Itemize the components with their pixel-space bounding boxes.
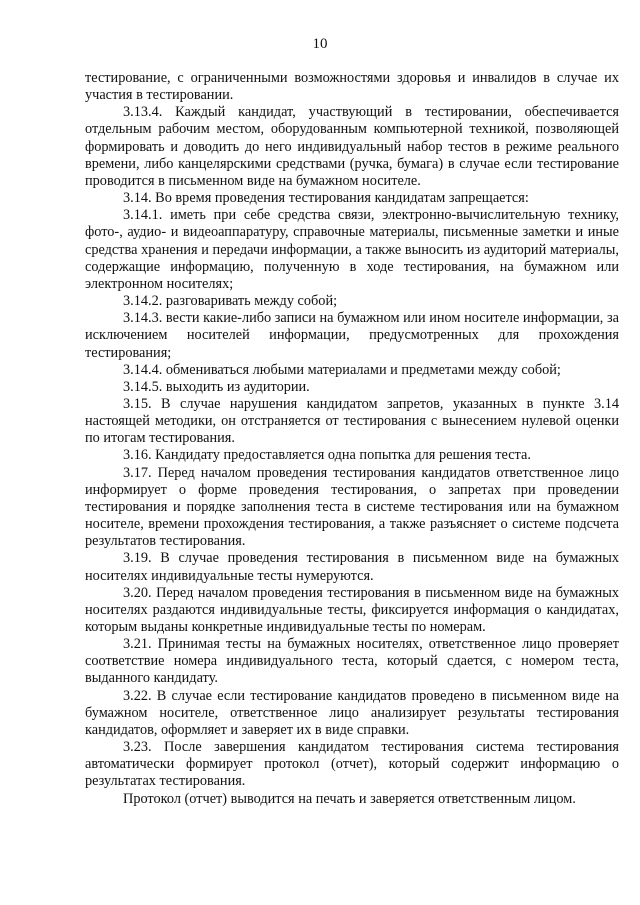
paragraph-protocol: Протокол (отчет) выводится на печать и заверяется ответственным лицом. <box>123 790 576 807</box>
paragraph-3-15: 3.15. В случае нарушения кандидатом запретов, указанных в пункте 3.14 настоящей методики, он отстраняется от тестирования с вынесением нулевой оценки по итогам тестирования. <box>85 395 619 447</box>
paragraph-continuation: тестирование, с ограниченными возможностями здоровья и инвалидов в случае их участия в тестировании. <box>85 70 619 104</box>
paragraph-3-21: 3.21. Принимая тесты на бумажных носителях, ответственное лицо проверяет соответствие номера индивидуального теста, который сдается, с номером теста, выданного кандидату. <box>85 636 619 687</box>
paragraph-3-13-4: 3.13.4. Каждый кандидат, участвующий в тестировании, обеспечивается отдельным рабочим местом, оборудованным компьютерной техникой, позволяющей формировать и доводить до него индивидуальный набор тестов в режиме реального времени, либо канцелярскими средствами (ручка, бумага) в случае если тестирование проводится в письменном виде на бумажном носителе. <box>85 104 619 189</box>
paragraph-3-20: 3.20. Перед началом проведения тестирования в письменном виде на бумажных носителях раздаются индивидуальные тесты, фиксируется информация о кандидатах, которым выданы конкретные индивидуальные тесты по номерам. <box>85 584 619 635</box>
paragraph-3-22: 3.22. В случае если тестирование кандидатов проведено в письменном виде на бумажном носителе, ответственное лицо анализирует результаты тестирования кандидатов, оформляет и заверяет их в виде справки. <box>85 687 619 738</box>
paragraph-3-14-2: 3.14.2. разговаривать между собой; <box>123 293 338 310</box>
paragraph-3-14-3: 3.14.3. вести какие-либо записи на бумажном или ином носителе информации, за исключением носителей информации, предусмотренных для прохождения тестирования; <box>85 310 619 361</box>
paragraph-3-14-1: 3.14.1. иметь при себе средства связи, электронно-вычислительную технику, фото-, аудио- и видеоаппаратуру, справочные материалы, письменные заметки и иные средства хранения и передачи информации, а также выносить из аудиторий материалы, содержащие информацию, полученную в ходе тестирования, на бумажном или электронном носителях; <box>85 207 619 292</box>
page-number: 10 <box>312 36 328 52</box>
paragraph-3-23: 3.23. После завершения кандидатом тестирования система тестирования автоматически формирует протокол (отчет), который содержит информацию о результатах тестирования. <box>85 739 619 790</box>
paragraph-3-14-5: 3.14.5. выходить из аудитории. <box>123 378 310 395</box>
paragraph-3-19: 3.19. В случае проведения тестирования в письменном виде на бумажных носителях индивидуальные тесты нумеруются. <box>85 550 619 584</box>
paragraph-3-17: 3.17. Перед началом проведения тестирования кандидатов ответственное лицо информирует о форме проведения тестирования, о запретах при проведении тестирования и порядке заполнения теста в системе тестирования или на бумажном носителе, времени прохождения тестирования, а также разъясняет о системе подсчета результатов тестирования. <box>85 464 619 550</box>
paragraph-3-16: 3.16. Кандидату предоставляется одна попытка для решения теста. <box>123 447 531 464</box>
paragraph-3-14-4: 3.14.4. обмениваться любыми материалами и предметами между собой; <box>123 361 561 378</box>
document-body <box>85 70 619 808</box>
paragraph-3-14: 3.14. Во время проведения тестирования кандидатам запрещается: <box>123 190 529 207</box>
